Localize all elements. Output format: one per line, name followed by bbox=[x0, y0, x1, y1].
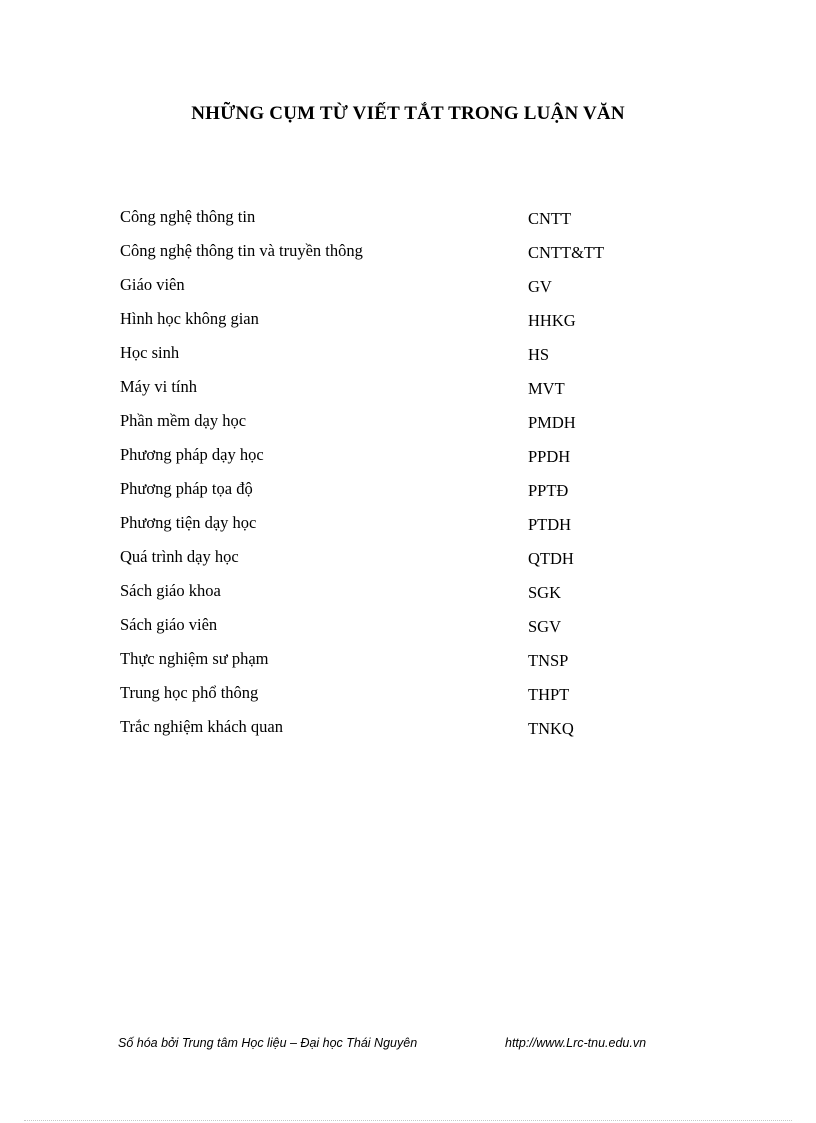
abbreviation-code: GV bbox=[528, 277, 552, 296]
abbreviation-code: SGK bbox=[528, 583, 562, 602]
abbreviation-code: CNTT&TT bbox=[528, 243, 605, 262]
abbreviation-code: THPT bbox=[528, 685, 570, 704]
abbreviation-term: Phương pháp dạy học bbox=[120, 445, 264, 464]
abbreviation-term: Trung học phổ thông bbox=[120, 683, 259, 702]
list-item bbox=[120, 411, 640, 445]
list-item bbox=[120, 717, 640, 751]
list-item bbox=[120, 649, 640, 683]
abbreviation-term: Hình học không gian bbox=[120, 309, 259, 328]
list-item bbox=[120, 547, 640, 581]
list-item bbox=[120, 615, 640, 649]
abbreviation-code: HHKG bbox=[528, 311, 576, 330]
abbreviation-term: Công nghệ thông tin và truyền thông bbox=[120, 241, 363, 260]
list-item bbox=[120, 207, 640, 241]
abbreviation-code: PPDH bbox=[528, 447, 571, 466]
abbreviation-term: Sách giáo viên bbox=[120, 615, 218, 634]
abbreviation-term: Giáo viên bbox=[120, 275, 185, 294]
abbreviation-code: TNSP bbox=[528, 651, 569, 670]
abbreviation-term: Sách giáo khoa bbox=[120, 581, 221, 600]
abbreviation-code: SGV bbox=[528, 617, 562, 636]
abbreviation-term: Phần mềm dạy học bbox=[120, 411, 247, 430]
page-divider bbox=[24, 1120, 792, 1121]
abbreviation-code: HS bbox=[528, 345, 550, 364]
page-title: NHỮNG CỤM TỪ VIẾT TẮT TRONG LUẬN VĂN bbox=[191, 103, 625, 124]
list-item bbox=[120, 513, 640, 547]
list-item bbox=[120, 445, 640, 479]
abbreviation-code: PTDH bbox=[528, 515, 572, 534]
abbreviation-term: Trắc nghiệm khách quan bbox=[120, 717, 283, 736]
abbreviation-list bbox=[120, 207, 640, 751]
abbreviation-term: Học sinh bbox=[120, 343, 180, 362]
list-item bbox=[120, 241, 640, 275]
footer-source-text: Số hóa bởi Trung tâm Học liệu – Đại học Thái Nguyên bbox=[118, 1036, 418, 1050]
abbreviation-code: QTDH bbox=[528, 549, 574, 568]
abbreviation-term: Phương pháp tọa độ bbox=[120, 479, 253, 498]
list-item bbox=[120, 479, 640, 513]
abbreviation-term: Thực nghiệm sư phạm bbox=[120, 649, 269, 668]
abbreviation-code: TNKQ bbox=[528, 719, 574, 738]
list-item bbox=[120, 683, 640, 717]
footer-link[interactable]: http://www.Lrc-tnu.edu.vn bbox=[505, 1036, 647, 1050]
list-item bbox=[120, 309, 640, 343]
abbreviation-code: PMDH bbox=[528, 413, 576, 432]
list-item bbox=[120, 343, 640, 377]
abbreviation-term: Quá trình dạy học bbox=[120, 547, 239, 566]
abbreviation-code: CNTT bbox=[528, 209, 572, 228]
abbreviation-term: Phương tiện dạy học bbox=[120, 513, 257, 532]
abbreviation-term: Máy vi tính bbox=[120, 377, 197, 396]
list-item bbox=[120, 581, 640, 615]
abbreviation-code: MVT bbox=[528, 379, 565, 398]
abbreviation-term: Công nghệ thông tin bbox=[120, 207, 256, 226]
list-item bbox=[120, 377, 640, 411]
abbreviation-code: PPTĐ bbox=[528, 481, 569, 500]
list-item bbox=[120, 275, 640, 309]
